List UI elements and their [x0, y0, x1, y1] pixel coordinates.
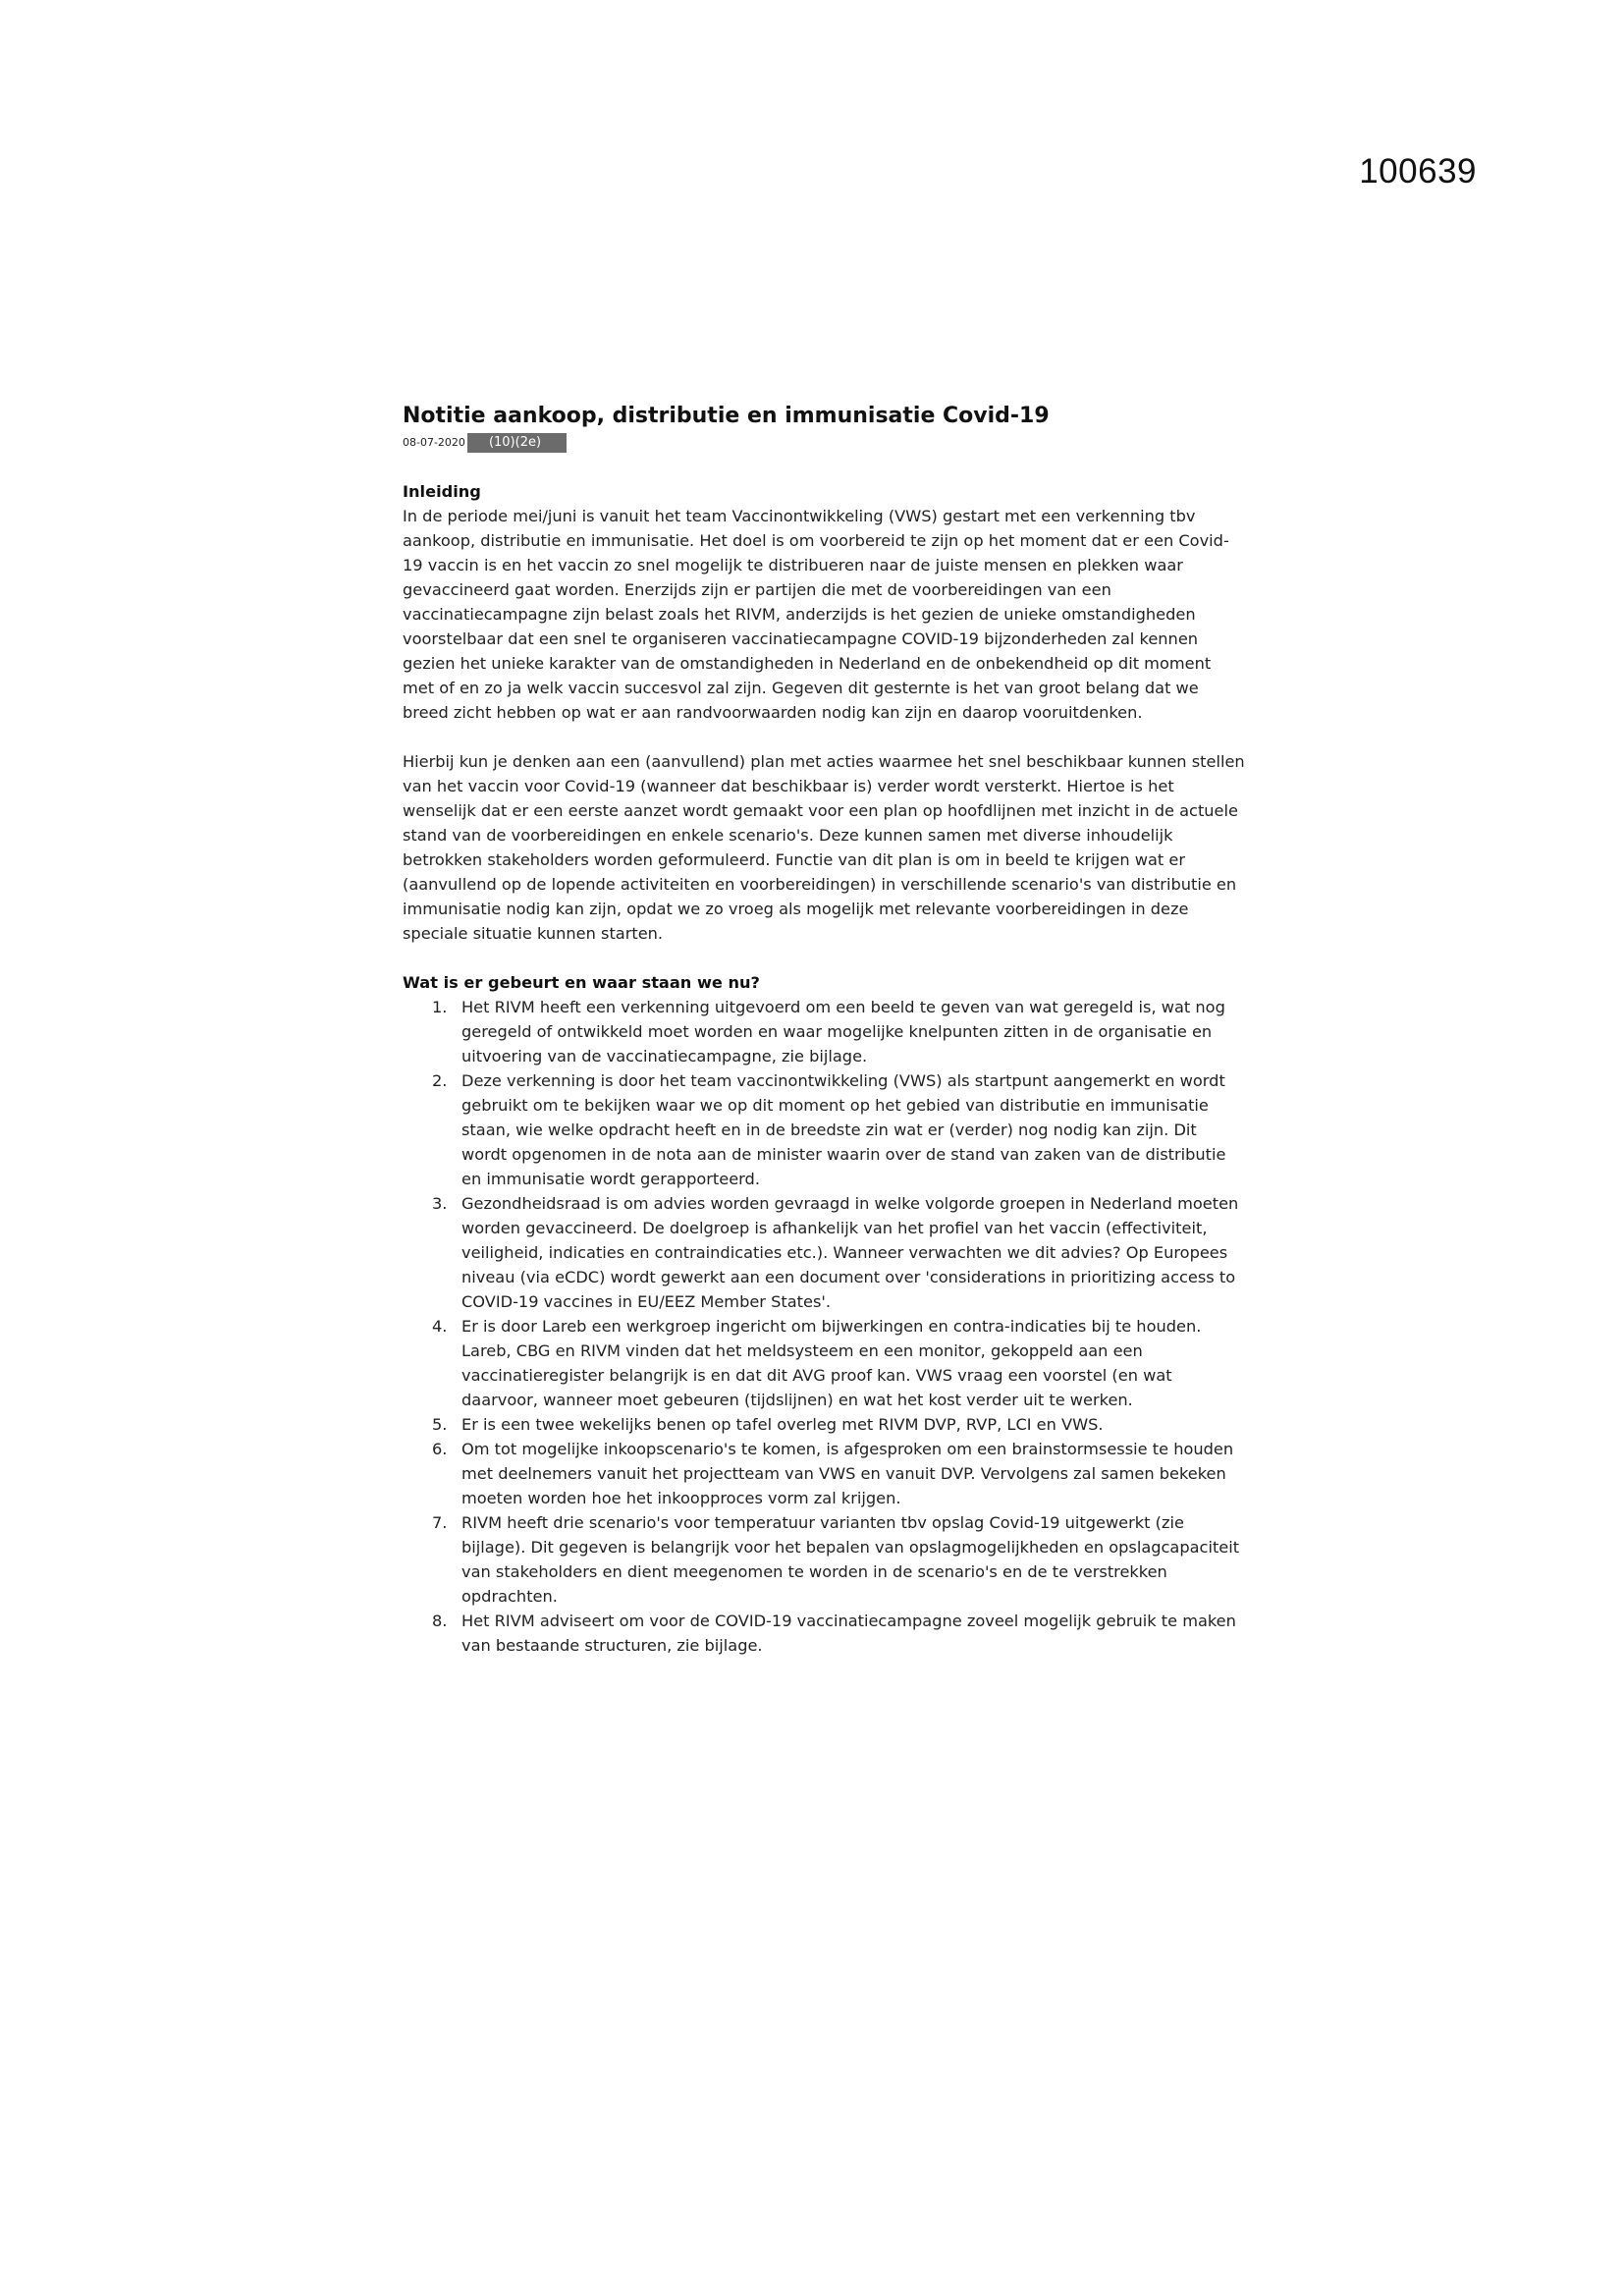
list-item-number: 2. — [432, 1071, 448, 1090]
list-item — [403, 1437, 1247, 1510]
status-heading: Wat is er gebeurt en waar staan we nu? — [403, 973, 760, 992]
list-item-text: Er is door Lareb een werkgroep ingericht om bijwerkingen en contra-indicaties bij te houden. Lareb, CBG en RIVM vinden dat het meldsysteem en een monitor, gekoppeld aan een vaccinatieregister belangrijk is en dat dit AVG proof kan. VWS vraag een voorstel (en wat daarvoor, wanneer moet gebeuren (tijdslijnen) en wat het kost verder uit te werken. — [461, 1317, 1202, 1409]
document-date: 08-07-2020 — [403, 436, 465, 449]
list-item — [403, 1412, 1247, 1437]
list-item-number: 7. — [432, 1513, 448, 1532]
list-item-text: Om tot mogelijke inkoopscenario's te komen, is afgesproken om een brainstormsessie te houden met deelnemers vanuit het projectteam van VWS en vanuit DVP. Vervolgens zal samen bekeken moeten worden hoe het inkoopproces vorm zal krijgen. — [461, 1440, 1234, 1507]
intro-heading: Inleiding — [403, 482, 481, 501]
meta-row — [403, 432, 1247, 454]
document-title: Notitie aankoop, distributie en immunisatie Covid-19 — [403, 404, 1050, 428]
list-item-text: Het RIVM heeft een verkenning uitgevoerd om een beeld te geven van wat geregeld is, wat nog geregeld of ontwikkeld moet worden en waar mogelijke knelpunten zitten in de organisatie en uitvoering van de vaccinatiecampagne, zie bijlage. — [461, 998, 1225, 1066]
list-item-text: Deze verkenning is door het team vaccinontwikkeling (VWS) als startpunt aangemerkt en wordt gebruikt om te bekijken waar we op dit moment op het gebied van distributie en immunisatie staan, wie welke opdracht heeft en in de breedste zin wat er (verder) nog nodig kan zijn. Dit wordt opgenomen in de nota aan de minister waarin over de stand van zaken van de distributie en immunisatie wordt gerapporteerd. — [461, 1071, 1226, 1188]
list-item-text: Gezondheidsraad is om advies worden gevraagd in welke volgorde groepen in Nederland moeten worden gevaccineerd. De doelgroep is afhankelijk van het profiel van het vaccin (effectiviteit, veiligheid, indicaties en contraindicaties etc.). Wanneer verwachten we dit advies? Op Europees niveau (via eCDC) wordt gewerkt aan een document over 'considerations in prioritizing access to COVID-19 vaccines in EU/EEZ Member States'. — [461, 1194, 1239, 1311]
list-item-text: Het RIVM adviseert om voor de COVID-19 vaccinatiecampagne zoveel mogelijk gebruik te maken van bestaande structuren, zie bijlage. — [461, 1612, 1236, 1655]
list-item-number: 4. — [432, 1317, 448, 1336]
intro-paragraph-1: In de periode mei/juni is vanuit het team Vaccinontwikkeling (VWS) gestart met een verkenning tbv aankoop, distributie en immunisatie. Het doel is om voorbereid te zijn op het moment dat er een Covid-19 vaccin is en het vaccin zo snel mogelijk te distribueren naar de juiste mensen en plekken waar gevaccineerd gaat worden. Enerzijds zijn er partijen die met de voorbereidingen van een vaccinatiecampagne zijn belast zoals het RIVM, anderzijds is het gezien de unieke omstandigheden voorstelbaar dat een snel te organiseren vaccinatiecampagne COVID-19 bijzonderheden zal kennen gezien het unieke karakter van de omstandigheden in Nederland en de onbekendheid op dit moment met of en zo ja welk vaccin succesvol zal zijn. Gegeven dit gesternte is het van groot belang dat we breed zicht hebben op wat er aan randvoorwaarden nodig kan zijn en daarop vooruitdenken. — [403, 507, 1229, 722]
status-list — [403, 995, 1247, 1658]
list-item-number: 8. — [432, 1612, 448, 1630]
list-item — [403, 1314, 1247, 1412]
intro-paragraph-2: Hierbij kun je denken aan een (aanvullend) plan met acties waarmee het snel beschikbaar kunnen stellen van het vaccin voor Covid-19 (wanneer dat beschikbaar is) verder wordt versterkt. Hiertoe is het wenselijk dat er een eerste aanzet wordt gemaakt voor een plan op hoofdlijnen met inzicht in de actuele stand van de voorbereidingen en enkele scenario's. Deze kunnen samen met diverse inhoudelijk betrokken stakeholders worden geformuleerd. Functie van dit plan is om in beeld te krijgen wat er (aanvullend op de lopende activiteiten en voorbereidingen) in verschillende scenario's van distributie en immunisatie nodig kan zijn, opdat we zo vroeg als mogelijk met relevante voorbereidingen in deze speciale situatie kunnen starten. — [403, 752, 1245, 943]
document-number: 100639 — [1359, 152, 1477, 191]
list-item — [403, 1068, 1247, 1191]
list-item — [403, 1510, 1247, 1609]
list-item-number: 3. — [432, 1194, 448, 1213]
document-body — [403, 403, 1247, 1658]
redaction-block: (10)(2e) — [467, 433, 567, 453]
list-item-number: 5. — [432, 1415, 448, 1434]
list-item — [403, 1609, 1247, 1658]
list-item-text: RIVM heeft drie scenario's voor temperatuur varianten tbv opslag Covid-19 uitgewerkt (zie bijlage). Dit gegeven is belangrijk voor het bepalen van opslagmogelijkheden en opslagcapaciteit van stakeholders en dient meegenomen te worden in de scenario's en de te verstrekken opdrachten. — [461, 1513, 1240, 1606]
list-item — [403, 1191, 1247, 1314]
list-item-number: 1. — [432, 998, 448, 1016]
list-item — [403, 995, 1247, 1068]
list-item-text: Er is een twee wekelijks benen op tafel overleg met RIVM DVP, RVP, LCI en VWS. — [461, 1415, 1104, 1434]
list-item-number: 6. — [432, 1440, 448, 1458]
